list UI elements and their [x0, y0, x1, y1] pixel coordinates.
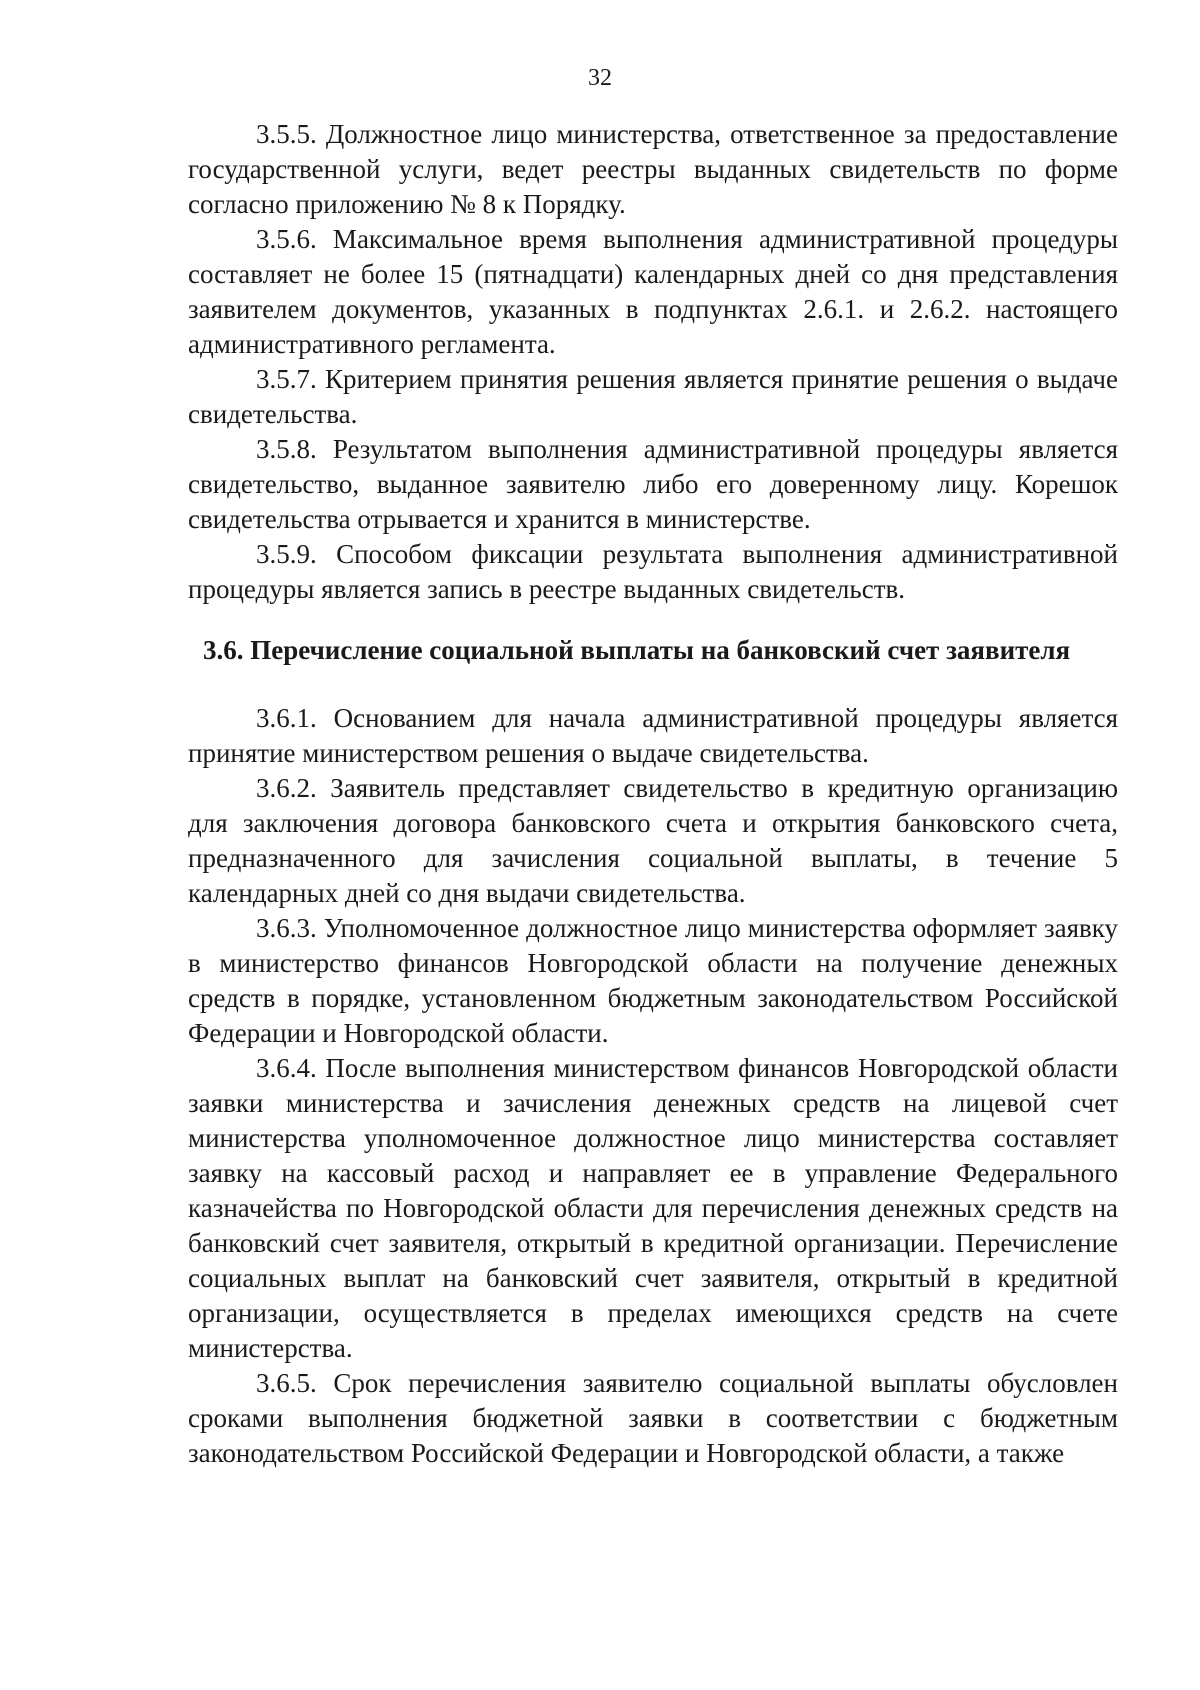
section-heading-3-6: 3.6. Перечисление социальной выплаты на банковский счет заявителя: [203, 635, 1071, 665]
paragraph-3-5-6: 3.5.6. Максимальное время выполнения административной процедуры составляет не более 15 (пятнадцати) календарных дней со дня представления заявителем документов, указанных в подпунктах 2.6.1. и 2.6.2. настоящего административного регламента.: [188, 224, 1118, 359]
paragraph-3-5-8: 3.5.8. Результатом выполнения административной процедуры является свидетельство, выданное заявителю либо его доверенному лицу. Корешок свидетельства отрывается и хранится в министерстве.: [188, 434, 1118, 534]
paragraph-3-5-5: 3.5.5. Должностное лицо министерства, ответственное за предоставление государственной услуги, ведет реестры выданных свидетельств по форме согласно приложению № 8 к Порядку.: [188, 119, 1118, 219]
paragraph-3-5-9: 3.5.9. Способом фиксации результата выполнения административной процедуры является запись в реестре выданных свидетельств.: [188, 539, 1118, 604]
paragraph-3-5-7: 3.5.7. Критерием принятия решения является принятие решения о выдаче свидетельства.: [188, 364, 1118, 429]
document-body: [188, 117, 1118, 1471]
paragraph-3-6-1: 3.6.1. Основанием для начала административной процедуры является принятие министерством решения о выдаче свидетельства.: [188, 703, 1118, 768]
paragraph-3-6-3: 3.6.3. Уполномоченное должностное лицо министерства оформляет заявку в министерство финансов Новгородской области на получение денежных средств в порядке, установленном бюджетным законодательством Российской Федерации и Новгородской области.: [188, 913, 1118, 1048]
page-number: 32: [588, 65, 612, 91]
paragraph-3-6-2: 3.6.2. Заявитель представляет свидетельство в кредитную организацию для заключения договора банковского счета и открытия банковского счета, предназначенного для зачисления социальной выплаты, в течение 5 календарных дней со дня выдачи свидетельства.: [188, 773, 1118, 908]
paragraph-3-6-4: 3.6.4. После выполнения министерством финансов Новгородской области заявки министерства и зачисления денежных средств на лицевой счет министерства уполномоченное должностное лицо министерства составляет заявку на кассовый расход и направляет ее в управление Федерального казначейства по Новгородской области для перечисления денежных средств на банковский счет заявителя, открытый в кредитной организации. Перечисление социальных выплат на банковский счет заявителя, открытый в кредитной организации, осуществляется в пределах имеющихся средств на счете министерства.: [188, 1053, 1118, 1363]
paragraph-3-6-5: 3.6.5. Срок перечисления заявителю социальной выплаты обусловлен сроками выполнения бюджетной заявки в соответствии с бюджетным законодательством Российской Федерации и Новгородской области, а также: [188, 1368, 1118, 1468]
